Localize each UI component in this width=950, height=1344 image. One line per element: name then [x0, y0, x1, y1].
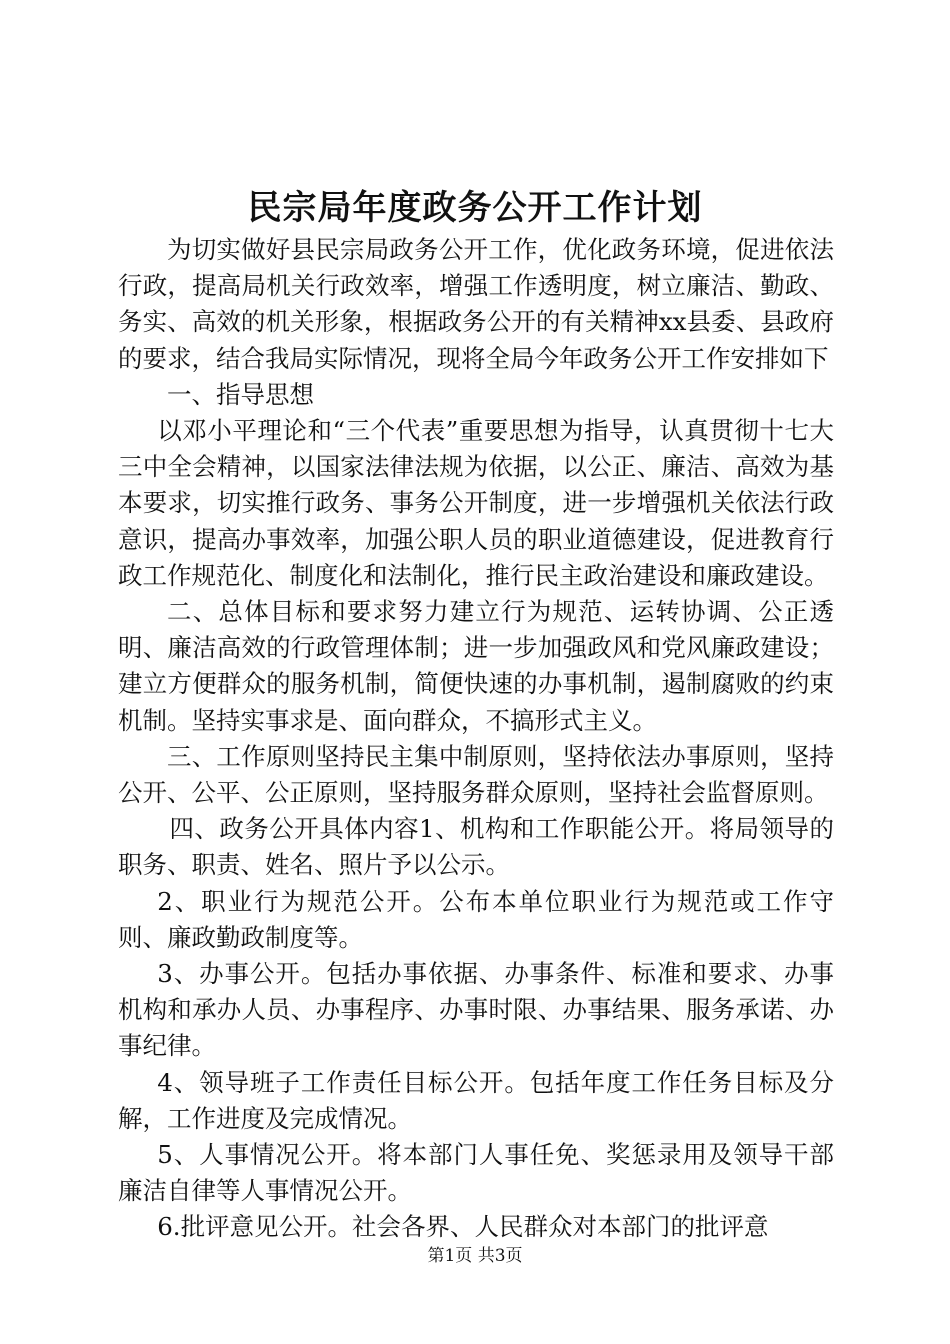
paragraph-content-item-2: 2、职业行为规范公开。公布本单位职业行为规范或工作守则、廉政勤政制度等。 [118, 886, 834, 952]
page-indicator: 第1页 共3页 [427, 1246, 523, 1266]
paragraph-content-item-3: 3、办事公开。包括办事依据、办事条件、标准和要求、办事机构和承办人员、办事程序、办事时限、办事结果、服务承诺、办事纪律。 [118, 959, 834, 1061]
document-body [118, 232, 834, 1246]
paragraph-content-item-6: 6.批评意见公开。社会各界、人民群众对本部门的批评意 [157, 1212, 769, 1242]
paragraph-work-principles: 三、工作原则坚持民主集中制原则，坚持依法办事原则，坚持公开、公平、公正原则，坚持服务群众原则，坚持社会监督原则。 [118, 741, 834, 808]
paragraph-content-item-4: 4、领导班子工作责任目标公开。包括年度工作任务目标及分解，工作进度及完成情况。 [118, 1067, 834, 1133]
document-title: 民宗局年度政务公开工作计划 [247, 188, 703, 228]
section-heading-guiding-thought: 一、指导思想 [167, 379, 314, 409]
paragraph-intro: 为切实做好县民宗局政务公开工作，优化政务环境，促进依法行政，提高局机关行政效率，增强工作透明度，树立廉洁、勤政、务实、高效的机关形象，根据政务公开的有关精神xx县委、县政府的要求，结合我局实际情况，现将全局今年政务公开工作安排如下 [118, 235, 834, 373]
paragraph-overall-goals: 二、总体目标和要求努力建立行为规范、运转协调、公正透明、廉洁高效的行政管理体制；进一步加强政风和党风廉政建设；建立方便群众的服务机制，简便快速的办事机制，遏制腐败的约束机制。坚持实事求是、面向群众，不搞形式主义。 [118, 597, 834, 735]
paragraph-guiding-thought: 以邓小平理论和“三个代表”重要思想为指导，认真贯彻十七大三中全会精神，以国家法律法规为依据，以公正、廉洁、高效为基本要求，切实推行政务、事务公开制度，进一步增强机关依法行政意识，提高办事效率，加强公职人员的职业道德建设，促进教育行政工作规范化、制度化和法制化，推行民主政治建设和廉政建设。 [118, 416, 834, 590]
paragraph-content-item-1: 四、政务公开具体内容1、机构和工作职能公开。将局领导的职务、职责、姓名、照片予以公示。 [118, 814, 834, 880]
paragraph-content-item-5: 5、人事情况公开。将本部门人事任免、奖惩录用及领导干部廉洁自律等人事情况公开。 [118, 1140, 834, 1206]
